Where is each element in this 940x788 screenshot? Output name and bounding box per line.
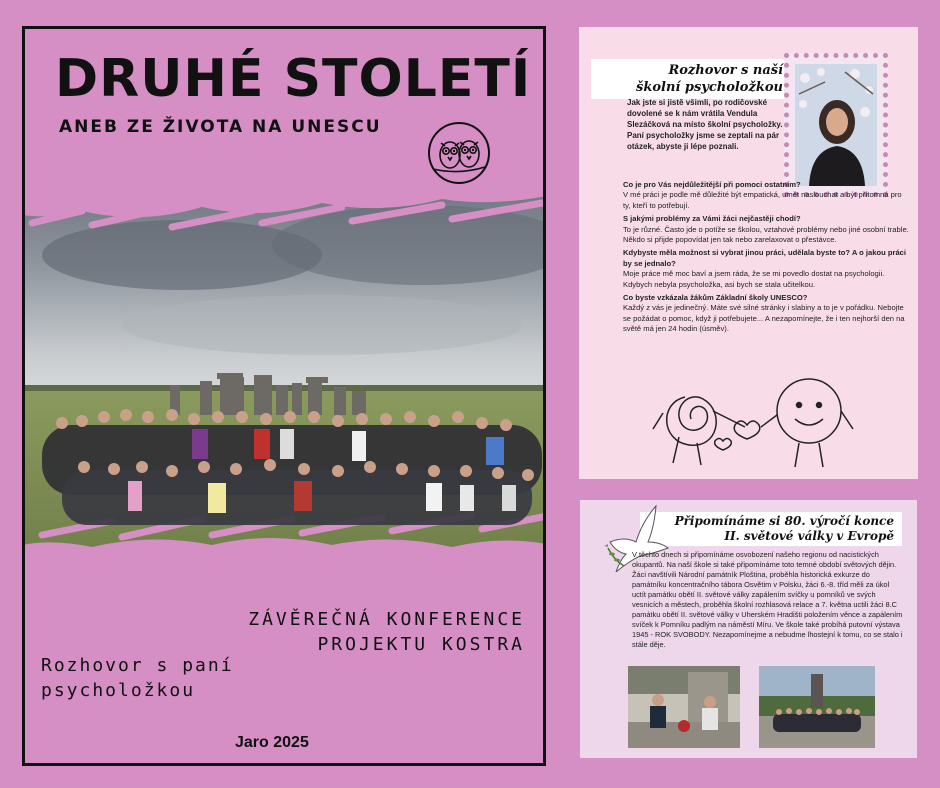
ww2-heading-line-1: Připomínáme si 80. výročí konce	[674, 514, 894, 528]
cover-title: DRUHÉ STOLETÍ	[55, 49, 532, 109]
psychologist-portrait	[784, 53, 888, 197]
interview-intro: Jak jste si jistě všimli, po rodičovské dovolené se k nám vrátila Vendula Slezáčková na místo školní psycholožky. Paní psycholožky jsme se zeptali na pár otázek, abyste ji lépe poznali.	[627, 98, 783, 151]
ww2-article-text: V těchto dnech si připomínáme osvobození našeho regionu od nacistických okupantů. Na naší škole si také připomínáme toto temné období světových dějin. Žáci navštívili Národní památník Ploština, proběhla historická exkurze do památníku koncentračního tábora Osvětim v Polsku, žáci 6.-8. tříd měli za úkol uctít památku obětí II. světové války zapálením svíčky u pomníků ve svých vesnicích a městech, proběhla školní rozhlasová relace a 7. května uctili žáci 8.C památku obětí II. světové války v Uherském Hradišti položením věnce a zapálením svíček k Pomníku padlým na náměstí Míru. Ve škole také probíhá putovní výstava 1945 - ROK SVOBODY. Nezapomínejme a nebudme lhostejní k tomu, co se stalo i stále děje.	[632, 550, 903, 649]
conference-note	[248, 607, 525, 657]
interview-line-1: Rozhovor s paní	[41, 655, 234, 676]
question-4: Co byste vzkázala žákům Základní školy UNESCO?	[623, 293, 808, 303]
ww2-heading	[640, 512, 902, 546]
cover-subtitle: ANEB ZE ŽIVOTA NA UNESCU	[59, 117, 382, 137]
answer-1: V mé práci je podle mě důležité být empatická, umět naslouchat a být přítomná pro ty, kteří to potřebují.	[623, 190, 902, 210]
interview-line-2: psycholožkou	[41, 680, 196, 701]
friends-doodle-icon	[649, 367, 859, 477]
interview-teaser	[41, 653, 234, 703]
conference-line-1: ZÁVĚREČNÁ KONFERENCE	[248, 609, 525, 630]
interview-heading-line-1: Rozhovor s naší	[668, 63, 783, 78]
question-2: S jakými problémy za Vámi žáci nejčastěji chodí?	[623, 214, 801, 224]
memorial-photo-1	[628, 666, 740, 748]
conference-line-2: PROJEKTU KOSTRA	[317, 634, 525, 655]
interview-page	[579, 27, 918, 479]
ww2-anniversary-page	[580, 500, 917, 758]
question-1: Co je pro Vás nejdůležitější při pomoci ostatním?	[623, 180, 801, 189]
interview-heading	[591, 59, 791, 99]
portrait-photo-icon	[795, 64, 877, 186]
answer-2: To je různé. Často jde o potíže se školou, vztahové problémy nebo jiné osobní trable. Někdo si přijde popovídat jen tak nebo zarelaxovat o přestávce.	[623, 224, 909, 245]
group-photo-stonehenge	[22, 185, 546, 570]
interview-qa	[623, 177, 911, 335]
memorial-photo-2	[759, 666, 875, 748]
magazine-cover	[22, 26, 546, 766]
owl-logo-icon	[427, 121, 491, 185]
ww2-heading-line-2: II. světové války v Evropě	[724, 529, 894, 543]
answer-4: Každý z vás je jedinečný. Máte své silné stránky i slabiny a to je v pořádku. Nebojte se požádat o pomoc, když ji potřebujete... A nezapomínejte, že i ten nejhorší den na světě má jen 24 hodin (úsměv).	[623, 303, 905, 334]
question-3: Kdybyste měla možnost si vybrat jinou práci, udělala byste to? A o jakou práci by se jednalo?	[623, 248, 907, 268]
answer-3: Moje práce mě moc baví a jsem ráda, že se mi povedlo dostat na psychologii. Kdybych nebyla psycholožka, asi bych se stala učitelkou.	[623, 269, 885, 289]
interview-heading-line-2: školní psycholožkou	[636, 80, 783, 95]
issue-season: Jaro 2025	[235, 734, 309, 751]
